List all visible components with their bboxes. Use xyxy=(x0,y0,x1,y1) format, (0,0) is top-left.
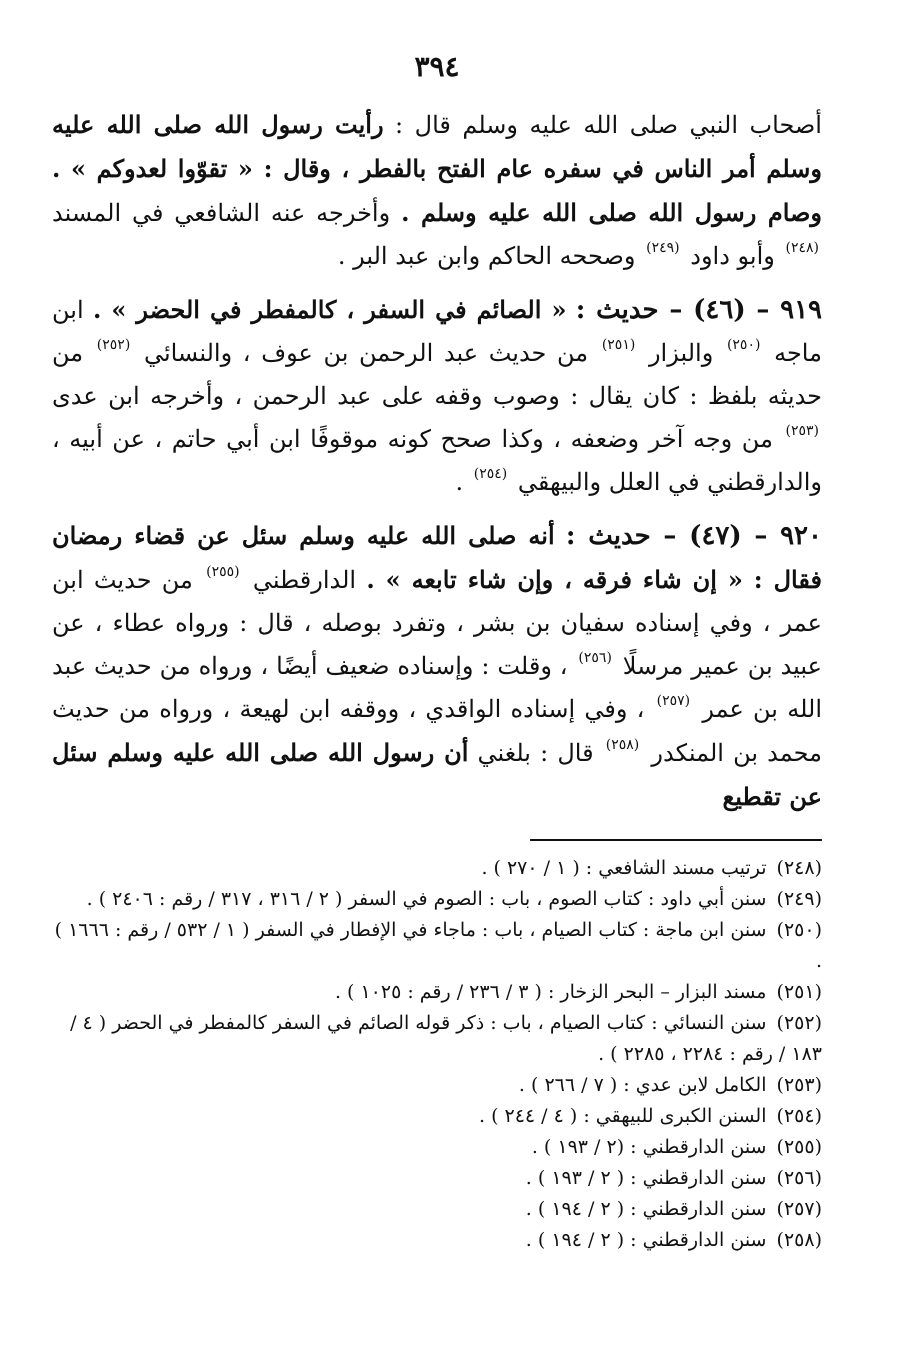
footnote-number: (٢٤٨) xyxy=(776,857,822,879)
footnote-text: سنن الدارقطني : ( ٢ / ١٩٣ ) . xyxy=(525,1167,767,1189)
text-run: الدارقطني xyxy=(252,566,357,594)
footnotes xyxy=(52,853,822,1256)
footnote-ref[interactable]: (٢٤٨) xyxy=(785,240,819,256)
text-run: من وجه آخر وضعفه ، وكذا صحح كونه موقوفًا ابن أبي حاتم ، عن أبيه ، والدارقطني في العلل والبيهقي xyxy=(52,425,822,496)
paragraph-hadith-919 xyxy=(52,288,822,504)
text-run: ، وقلت : وإسناده ضعيف أيضًا ، ورواه من حديث عبد الله بن عمر xyxy=(52,652,822,723)
text-run: قال : بلغني xyxy=(477,739,594,767)
text-run: ابن ماجه xyxy=(52,296,822,367)
footnote xyxy=(52,1194,822,1225)
footnote-text: السنن الكبرى للبيهقي : ( ٤ / ٢٤٤ ) . xyxy=(478,1105,767,1127)
text-run: من حديث عبد الرحمن بن عوف ، والنسائي xyxy=(143,339,589,367)
footnote-text: سنن النسائي : كتاب الصيام ، باب : ذكر قوله الصائم في السفر كالمفطر في الحضر ( ٤ / ١٨٣ / رقم : ٢٢٨٤ ، ٢٢٨٥ ) . xyxy=(70,1012,822,1065)
paragraph-continuation xyxy=(52,103,822,278)
footnote-ref[interactable]: (٢٥٦) xyxy=(578,650,612,666)
footnote xyxy=(52,1101,822,1132)
footnote-number: (٢٥٢) xyxy=(776,1012,822,1034)
footnote-ref[interactable]: (٢٥٥) xyxy=(206,564,240,580)
footnote xyxy=(52,884,822,915)
footnote-number: (٢٥٣) xyxy=(776,1074,822,1096)
footnote-text: سنن الدارقطني : ( ٢ / ١٩٤ ) . xyxy=(525,1229,767,1251)
footnote-number: (٢٥٨) xyxy=(776,1229,822,1251)
footnote xyxy=(52,853,822,884)
hadith-number: ٩٢٠ – (٤٧) – حديث : xyxy=(565,521,822,551)
footnote-ref[interactable]: (٢٥٢) xyxy=(96,337,131,353)
text-run: أصحاب النبي صلى الله عليه وسلم قال : xyxy=(395,111,822,139)
footnote-text: سنن ابن ماجة : كتاب الصيام ، باب : ماجاء في الإفطار في السفر ( ١ / ٥٣٢ / رقم : ١٦٦٦ ) . xyxy=(54,919,822,972)
footnote-ref[interactable]: (٢٥٧) xyxy=(656,693,691,709)
footnote xyxy=(52,1008,822,1070)
footnote-number: (٢٥٤) xyxy=(776,1105,822,1127)
footnote-text: سنن الدارقطني : ( ٢ / ١٩٤ ) . xyxy=(525,1198,767,1220)
footnote-text: مسند البزار – البحر الزخار : ( ٣ / ٢٣٦ / رقم : ١٠٢٥ ) . xyxy=(334,981,767,1003)
footnote-ref[interactable]: (٢٥٨) xyxy=(605,737,640,753)
footnote xyxy=(52,1163,822,1194)
footnote xyxy=(52,1132,822,1163)
footnote-ref[interactable]: (٢٥١) xyxy=(601,337,636,353)
footnote-number: (٢٥٦) xyxy=(776,1167,822,1189)
footnote-number: (٢٥٠) xyxy=(776,919,822,941)
hadith-text: أن رسول الله صلى الله عليه وسلم سئل عن تقطيع xyxy=(52,738,822,811)
paragraph-hadith-920 xyxy=(52,514,822,819)
footnote-number: (٢٥٥) xyxy=(776,1136,822,1158)
footnote-text: الكامل لابن عدي : ( ٧ / ٢٦٦ ) . xyxy=(518,1074,767,1096)
text-run: وأبو داود xyxy=(690,242,775,270)
text-run: وصححه الحاكم وابن عبد البر . xyxy=(337,242,636,270)
hadith-number: ٩١٩ – (٤٦) – حديث : xyxy=(575,295,823,325)
text-run: من حديث ابن عمر ، وفي إسناده سفيان بن بشر ، وتفرد بوصله ، قال : ورواه عطاء ، عن عبيد بن عمير مرسلًا xyxy=(52,566,822,680)
footnote-number: (٢٥١) xyxy=(776,981,822,1003)
footnote-text: سنن الدارقطني : (٢ / ١٩٣ ) . xyxy=(531,1136,767,1158)
footnote-ref[interactable]: (٢٥٤) xyxy=(473,466,508,482)
footnote-number: (٢٤٩) xyxy=(776,888,822,910)
hadith-text: « الصائم في السفر ، كالمفطر في الحضر » . xyxy=(92,295,567,324)
page-number: ٣٩٤ xyxy=(414,50,460,83)
text-run: ، وفي إسناده الواقدي ، ووقفه ابن لهيعة ، ورواه من حديث محمد بن المنكدر xyxy=(52,695,823,767)
text-run: والبزار xyxy=(648,339,714,367)
footnote xyxy=(52,915,822,977)
footnote-ref[interactable]: (٢٥٣) xyxy=(785,423,819,439)
hadith-text: أنه صلى الله عليه وسلم سئل عن قضاء رمضان فقال : « إن شاء فرقه ، وإن شاء تابعه » . xyxy=(52,521,822,594)
footnote-ref[interactable]: (٢٥٠) xyxy=(726,337,761,353)
text-run: وأخرجه عنه الشافعي في المسند xyxy=(52,199,391,227)
footnote xyxy=(52,977,822,1008)
footnote xyxy=(52,1070,822,1101)
footnote-text: سنن أبي داود : كتاب الصوم ، باب : الصوم في السفر ( ٢ / ٣١٦ ، ٣١٧ / رقم : ٢٤٠٦ ) . xyxy=(86,888,767,910)
footnote-divider xyxy=(530,839,822,841)
footnote xyxy=(52,1225,822,1256)
footnote-text: ترتيب مسند الشافعي : ( ١ / ٢٧٠ ) . xyxy=(481,857,767,879)
text-run: من حديثه بلفظ : كان يقال : وصوب وقفه على عبد الرحمن ، وأخرجه ابن عدى xyxy=(52,339,822,410)
text-run: . xyxy=(455,468,464,496)
hadith-text: رأيت رسول الله صلى الله عليه وسلم أمر الناس في سفره عام الفتح بالفطر ، وقال : « تقوّوا لعدوكم » . وصام رسول الله صلى الله عليه وسلم . xyxy=(52,110,823,227)
footnote-ref[interactable]: (٢٤٩) xyxy=(646,240,680,256)
footnote-number: (٢٥٧) xyxy=(776,1198,822,1220)
